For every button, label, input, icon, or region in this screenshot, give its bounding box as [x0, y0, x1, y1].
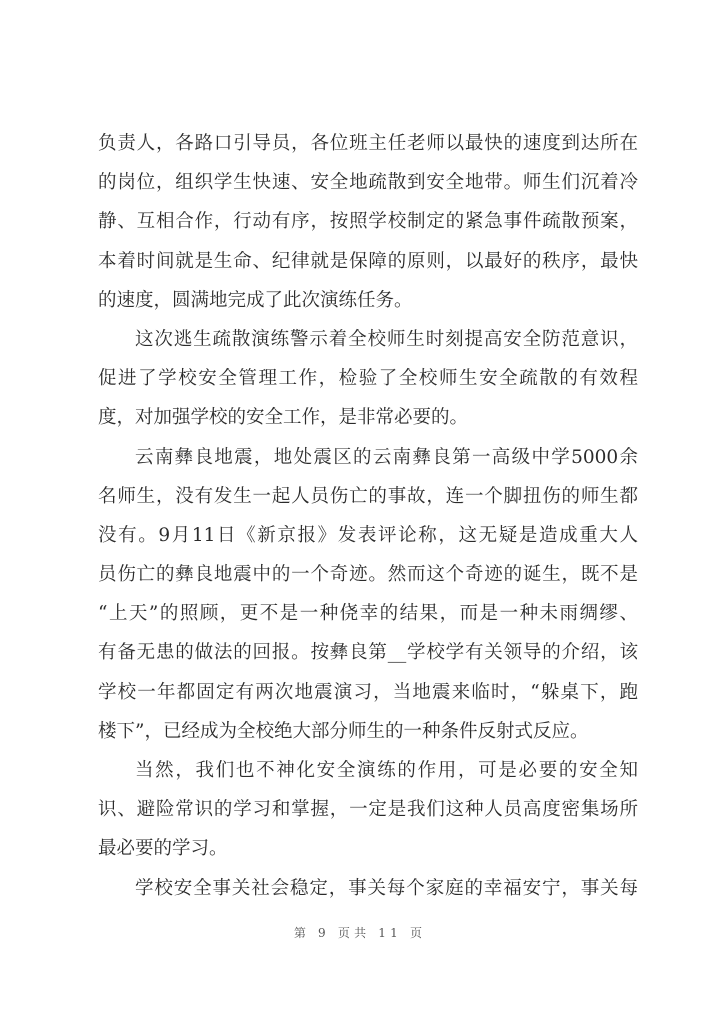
text-line: 负责人，各路口引导员，各位班主任老师以最快的速度到达所在	[98, 133, 638, 154]
text-line: 没有。9月11日《新京报》发表评论称，这无疑是造成重大人	[98, 524, 638, 546]
paragraph-2	[98, 320, 638, 438]
text-line: 名师生，没有发生一起人员伤亡的事故，连一个脚扭伤的师生都	[98, 485, 638, 507]
paragraph-5	[98, 869, 638, 908]
text-line: 促进了学校安全管理工作，检验了全校师生安全疏散的有效程	[98, 368, 638, 390]
paragraph-4	[98, 751, 638, 869]
paragraph-1	[98, 124, 638, 320]
text-line: 静、互相合作，行动有序，按照学校制定的紧急事件疏散预案，	[98, 211, 638, 233]
text-line: 的速度，圆满地完成了此次演练任务。	[98, 289, 413, 311]
text-line: 最必要的学习。	[98, 838, 228, 860]
text-line: 学校安全事关社会稳定，事关每个家庭的幸福安宁，事关每	[135, 877, 638, 899]
text-line: 识、避险常识的学习和掌握，一定是我们这种人员高度密集场所	[98, 799, 638, 821]
page-footer: 第 9 页共 11 页	[293, 926, 427, 940]
text-line: 当然，我们也不神化安全演练的作用，可是必要的安全知	[135, 760, 638, 781]
text-line: 有备无患的做法的回报。按彝良第__学校学有关领导的介绍，该	[98, 642, 638, 664]
text-line: 度，对加强学校的安全工作，是非常必要的。	[98, 407, 469, 429]
text-line: 学校一年都固定有两次地震演习，当地震来临时，“躲桌下，跑	[98, 681, 638, 703]
text-line: 楼下”，已经成为全校绝大部分师生的一种条件反射式反应。	[98, 720, 589, 742]
text-line: 本着时间就是生命、纪律就是保障的原则，以最好的秩序，最快	[98, 250, 638, 272]
text-line: 员伤亡的彝良地震中的一个奇迹。然而这个奇迹的诞生，既不是	[98, 564, 638, 586]
text-line: 这次逃生疏散演练警示着全校师生时刻提高安全防范意识，	[135, 328, 638, 350]
paragraph-3	[98, 438, 638, 752]
text-line: 的岗位，组织学生快速、安全地疏散到安全地带。师生们沉着冷	[98, 172, 638, 194]
document-body	[98, 124, 638, 908]
text-line: “上天”的照顾，更不是一种侥幸的结果，而是一种未雨绸缪、	[98, 603, 638, 625]
text-line: 云南彝良地震，地处震区的云南彝良第一高级中学5000余	[135, 446, 638, 468]
